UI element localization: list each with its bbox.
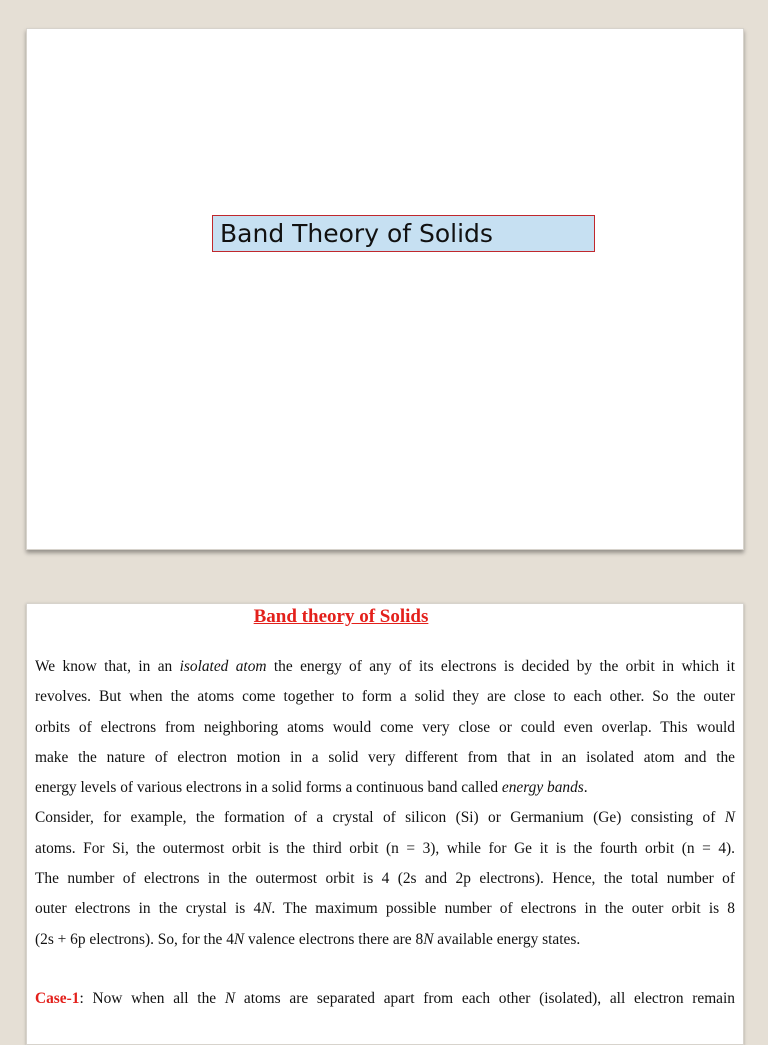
text-run: . [583,779,588,797]
text-line: orbits of electrons from neighboring atoms would come very close or could even overlap. This would [35,718,735,736]
text-run: atoms are separated apart from each other (isolated), all electron remain [235,989,735,1007]
text-line: make the nature of electron motion in a solid very different from that in an isolated atom and the [35,748,735,766]
title-slide[interactable] [26,28,744,550]
text-line: revolves. But when the atoms come together to form a solid they are close to each other. So the outer [35,688,735,706]
text-run: the energy of any of its electrons is decided by the orbit in which it [266,658,735,675]
text-run: available energy states. [433,930,581,948]
italic-term: N [233,930,245,948]
italic-term: isolated atom [179,658,267,675]
text-run: Consider, for example, the formation of a crystal of silicon (Si) or Germanium (Ge) consisting of [35,809,725,827]
text-line [35,984,735,1014]
text-line: The number of electrons in the outermost orbit is 4 (2s and 2p electrons). Hence, the total number of [35,870,735,888]
content-slide[interactable] [26,603,744,1045]
italic-term: N [423,930,434,948]
text-run: (2s + 6p electrons). So, for the 4 [35,930,234,948]
italic-term: N [724,809,735,827]
paragraph-1 [35,652,735,803]
case-label: Case-1 [35,989,80,1007]
slide-title: Band Theory of Solids [212,215,595,252]
italic-term: N [224,989,236,1007]
case-1-paragraph [35,984,735,1014]
text-line [35,773,735,803]
paragraph-gap [35,955,735,984]
text-line: atoms. For Si, the outermost orbit is the third orbit (n = 3), while for Ge it is the fourth orbit (n = 4). [35,839,735,857]
text-line [35,894,735,924]
text-run: energy levels of various electrons in a solid forms a continuous band called [35,779,502,797]
text-run: : Now when all the [79,989,225,1007]
paragraph-2 [35,803,735,954]
italic-term: energy bands [501,779,584,797]
text-run: We know that, in an [35,658,180,675]
body-text [35,652,735,1014]
text-line [35,652,735,682]
text-run: . The maximum possible number of electrons in the outer orbit is 8 [271,900,735,918]
italic-term: N [261,900,272,918]
text-run: outer electrons in the crystal is 4 [35,900,262,918]
text-line [35,925,735,955]
text-run: valence electrons there are 8 [244,930,424,948]
content-heading: Band theory of Solids [253,606,429,627]
text-line [35,803,735,833]
